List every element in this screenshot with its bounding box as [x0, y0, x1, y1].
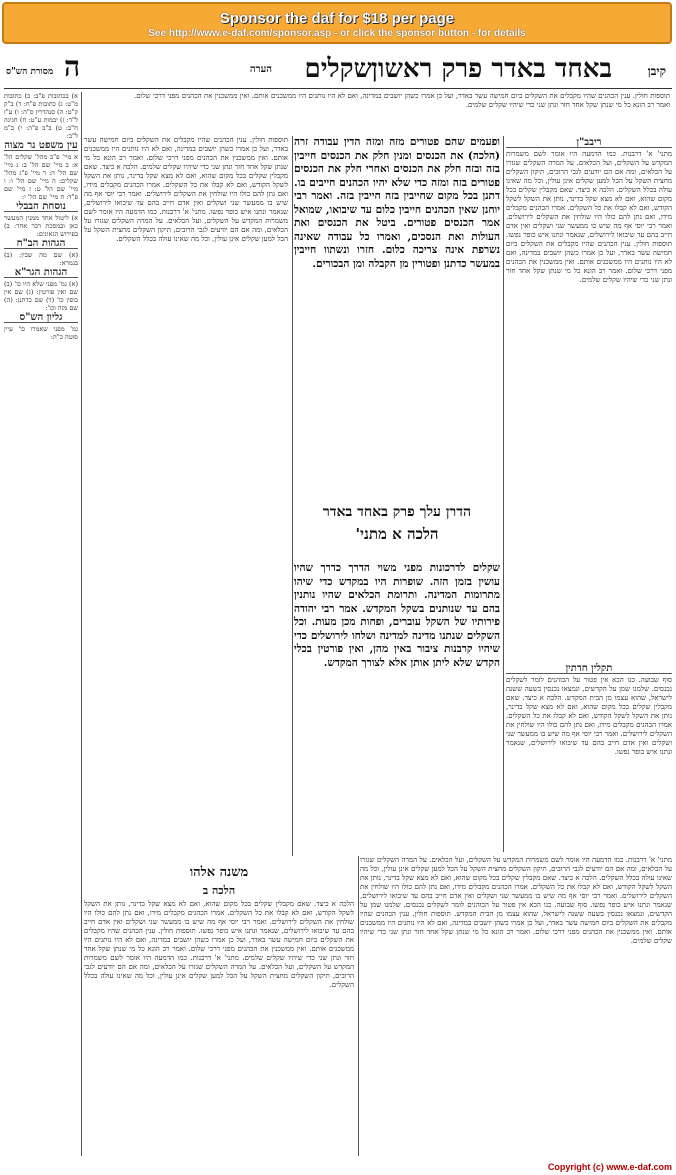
kolon-text: סוף שבועה. כנו הכא אין פטור על הכוהנים לומר לשקלים נכנסים. שלמנו שמן על הקדשים, ונמצאו נכנסין בשעה ששנה לישראל, שהוא עצמו מן הבית המקדש.	[506, 676, 672, 702]
sponsor-banner-title[interactable]: Sponsor the daf for $18 per page	[219, 10, 455, 27]
inner-left-text: תוספות חולין. ענין הכהנים שהיו מקבלים את השקלים ביום חמישה עשר באדר, ועל כן אמרו כשהן יושבים במדינה, ואם לא היו נותנים היו ממשכנים אותם. ואין ממשכנין את הכהנים מפני דרכי שלום. ואמר רב הונא כל מי שנתן שקל אחד חזר ונתן שני כדי שיהיו שקלים שלמים.	[84, 136, 288, 171]
main-gemara-text	[294, 136, 500, 496]
hagahot-bach-text: (א) שם מה שבין: (ב) בגמרא:	[4, 251, 78, 267]
rivevan-text: מתני' א' דרבנות. כמו הדמעה היו אומר לשם משמרות המקדש על השקלים, ועל הכלאים. על המרה השקלים שגזרו על הכלאים, ומה אם הם יודעים לגבי הרובים, תיקון השקלים מחצית השקל על הכל למען שקלים אינן עולין, וכל מה שאינו עולה בכלל השקלים.	[506, 150, 672, 194]
chapter-end-block	[294, 500, 500, 560]
daf-page	[4, 50, 672, 1160]
masores-text: א) בכתובות פ"ב: ב) כתובות מ"ט: ג) כתובות פ"ח: ד) ב"ק ק"ט: ה) סנהדרין ס"ה: ו) ע"ז ל"ד: ז) יבמות ע"ט: ח) חגיגה ח"ב: ט) ב"ב פ"ה: י) ב"מ ל"ב:	[4, 92, 78, 140]
chapter-end-title: הדרן עלך פרק באחד באדר	[322, 504, 472, 520]
header-tractate: שקלים	[304, 54, 372, 84]
rivevan-title: ריבב"ן	[506, 138, 672, 148]
nusach-title: נוסחת הבבלי	[4, 203, 78, 212]
rivevan-column	[506, 136, 672, 656]
header-page-number: ה	[64, 50, 81, 83]
right-divider	[503, 136, 504, 852]
ein-mishpat-text: א מיי' פ"ב מהל' שקלים הל' א: ב מיי' שם הל' ב: ג מיי' שם הל' ה: ד מיי' פ"ג מהל' שקלים: ה מיי' שם הל' ו: ו מיי' שם הל' ט: ז מיי' שם פ"ד: ח מיי' שם הל' י:	[4, 153, 78, 201]
lower-right-text-2: הלכה א כיצד. שאם מקבלין שקלים בכל מקום שהוא, ואם לא מצא שקל בדינר, נותן את השקל לשקל הקודש, ואם לא קבלו את כל השקלים. אמרו הכהנים מקבלים מידו, ואם נתן להם כולו היו שולחין את השקלים לירושלים. ואמר רבי יוסי אף מה שיש בו ממעשר שני ושקלים ואין אדם חייב בהם עד שיבואו לירושלים, שנאמר ונתנו איש כופר נפשו.	[360, 874, 672, 909]
kolon-text-2: הלכה א כיצד. שאם מקבלין שקלים בכל מקום שהוא, ואם לא מצא שקל בדינר, נותן את השקל לשקל הקודש, ואם לא קבלו את כל השקלים. אמרו הכהנים מקבלים מידו, ואם נתן להם כולו היו שולחין את השקלים לירושלים. ואמר רבי יוסי אף מה שיש בו ממעשר שני ושקלים ואין אדם חייב בהם עד שיבואו לירושלים, שנאמר ונתנו איש כופר נפשו.	[506, 694, 672, 756]
top-commentary	[134, 92, 670, 132]
lower-right-commentary	[360, 856, 672, 1156]
halacha-title: הלכה א מתני'	[355, 525, 439, 543]
hagahot-gra-title: הגהות הגר"א	[4, 269, 78, 278]
inner-left-text-3: מתני' א' דרבנות. כמו הדמעה היו אומר לשם משמרות המקדש על השקלים, ועל הכלאים. על המרה השקלים שגזרו על הכלאים, ומה אם הם יודעים לגבי הרובים, תיקון השקלים מחצית השקל על הכל למען שקלים אינן עולין, וכל מה שאינו עולה בכלל השקלים.	[84, 208, 288, 243]
lower-left-text-2: תוספות חולין. ענין הכהנים שהיו מקבלים את השקלים ביום חמישה עשר באדר, ועל כן אמרו כשהן יושבים במדינה, ואם לא היו נותנים היו ממשכנים אותם. ואין ממשכנין את הכהנים מפני דרכי שלום. ואמר רב הונא כל מי שנתן שקל אחד חזר ונתן שני כדי שיהיו שקלים שלמים.	[84, 927, 354, 962]
header-daf: קיבן	[647, 64, 666, 78]
gilyon-text: גמ' מפני שאמרו כו' עיין סוטה כ"ה:	[4, 325, 78, 341]
rivevan-text-3: תוספות חולין. ענין הכהנים שהיו מקבלים את השקלים ביום חמישה עשר באדר, ועל כן אמרו כשהן יושבים במדינה, ואם לא היו נותנים היו ממשכנים אותם. ואין ממשכנין את הכהנים מפני דרכי שלום. ואמר רב הונא כל מי שנתן שקל אחד חזר ונתן שני כדי שיהיו שקלים שלמים.	[506, 240, 672, 284]
inner-left-text-2: הלכה א כיצד. שאם מקבלין שקלים בכל מקום שהוא, ואם לא מצא שקל בדינר, נותן את השקל לשקל הקודש, ואם לא קבלו את כל השקלים. אמרו הכהנים מקבלים מידו, ואם נתן להם כולו היו שולחין את השקלים לירושלים. ואמר רבי יוסי אף מה שיש בו ממעשר שני ושקלים ואין אדם חייב בהם עד שיבואו לירושלים, שנאמר ונתנו איש כופר נפשו.	[84, 163, 288, 216]
header-note-label: הערה	[249, 64, 272, 75]
halacha-body: שקלים לדרכונות מפני משוי הדרך כדרך שהיו עושין בזמן הזה. שופרות היו במקדש כדי שיהו מתרומות המדינה. ותרומת הכלאים שהיו נותנין בהם עד שנותנים בשקל המקדש. אמר רבי יהודה פירותיו של השקל עוברים, ופחות מכן מעות. וכל השקלים שנתנו מדינה למדינה ושלחו לירושלים כדי שיהיו קרבנות ציבור באין מהן, ואין פורטין בכלי הקדש שלא ליתן אותן אלא לצורך המקדש.	[294, 562, 500, 669]
mishnah-title: משנה אלהו	[189, 865, 249, 880]
page-header	[4, 50, 672, 90]
main-text-body: ופעמים שהם פטורים מזה ומזה הדין עבודה זרה (הלכה) את הכנסים ומנין חלק את הכנסים חייבין בזה ובזה חלק את הכנסים ואחרי חלק את הכנסים פטורים בזה ומזה כדי שלא יהיו הכהנים חייבים בו. דתנן בכל מקום שחייבין בזה חייבין בזה. ואמר רבי יוחנן שאין הכהנים חייבין כלום עד שיבואו, שמואל אמר הכנסים פטורים. ביטל את הכנסים ואת העולות ואת הנסכים, ואמרו כל עבודה שאינה נשרפת אינה צריכה כלום. חזרו ונשתוו חייבין במעשר כדתנן ופטורין מן הקבלה ומן הבכורים.	[294, 136, 500, 270]
lower-left-text-3: מתני' א' דרבנות. כמו הדמעה היו אומר לשם משמרות המקדש על השקלים, ועל הכלאים. על המרה השקלים שגזרו על הכלאים, ומה אם הם יודעים לגבי הרובים, תיקון השקלים מחצית השקל על הכל למען שקלים אינן עולין, וכל מה שאינו עולה בכלל השקלים.	[84, 954, 354, 989]
left-divider	[292, 136, 293, 856]
lower-right-text-3: סוף שבועה. כנו הכא אין פטור על הכוהנים לומר לשקלים נכנסים. שלמנו שמן על הקדשים, ונמצאו נכנסין בשעה ששנה לישראל, שהוא עצמו מן הבית המקדש.	[360, 901, 672, 918]
header-chapter: באחד באדר פרק ראשון	[371, 54, 612, 84]
top-commentary-text: תוספות חולין. ענין הכהנים שהיו מקבלים את השקלים ביום חמישה עשר באדר, ועל כן אמרו כשהן יושבים במדינה, ואם לא היו נותנים היו ממשכנים אותם. ואין ממשכנין את הכהנים מפני דרכי שלום. ואמר רב הונא כל מי שנתן שקל אחד חזר ונתן שני כדי שיהיו שקלים שלמים.	[134, 92, 670, 109]
hagahot-bach-title: הגהות הב"ח	[4, 240, 78, 249]
header-rule	[4, 88, 672, 89]
kolon-title: תקלין חדתין	[506, 664, 672, 674]
halacha-b-title: הלכה ב	[202, 884, 236, 897]
halacha-text	[294, 562, 500, 852]
sponsor-banner-subtitle[interactable]: See http://www.e-daf.com/sponsor.asp - or click the sponsor button - for details	[148, 28, 526, 39]
hagahot-gra-text: (א) גמ' מפני שלא היו כו' (ב) שם ואין פורטין: (ג) שם אין כופין כו' (ד) שם כדתנן: (ה) שם מזה וכו':	[4, 280, 78, 312]
lower-right-text-4: תוספות חולין. ענין הכהנים שהיו מקבלים את השקלים ביום חמישה עשר באדר, ועל כן אמרו כשהן יושבים במדינה, ואם לא היו נותנים היו ממשכנים אותם. ואין ממשכנין את הכהנים מפני דרכי שלום. ואמר רב הונא כל מי שנתן שקל אחד חזר ונתן שני כדי שיהיו שקלים שלמים.	[360, 910, 672, 945]
margin-notes	[4, 92, 78, 1152]
copyright-link[interactable]: Copyright (c) www.e-daf.com	[547, 1162, 672, 1172]
gilyon-title: גליון הש"ס	[4, 314, 78, 323]
nusach-text: א) ליטול אחד ממנין המעשר כאן ובמסכת דבר אחר: ב) בפירוש הגאונים:	[4, 214, 78, 238]
mishnah-title-block	[84, 860, 354, 900]
lower-divider	[358, 856, 359, 1156]
lower-left-commentary	[84, 900, 354, 1155]
rivevan-text-2: הלכה א כיצד. שאם מקבלין שקלים בכל מקום שהוא, ואם לא מצא שקל בדינר, נותן את השקל לשקל הקודש, ואם לא קבלו את כל השקלים. אמרו הכהנים מקבלים מידו, ואם נתן להם כולו היו שולחין את השקלים לירושלים. ואמר רבי יוסי אף מה שיש בו ממעשר שני ושקלים ואין אדם חייב בהם עד שיבואו לירושלים, שנאמר ונתנו איש כופר נפשו.	[506, 186, 672, 239]
sponsor-banner[interactable]	[2, 2, 672, 44]
inner-left-commentary	[84, 136, 288, 856]
ein-mishpat-title: עין משפט נר מצוה	[4, 140, 78, 151]
kolon-column	[506, 662, 672, 842]
lower-right-text: מתני' א' דרבנות. כמו הדמעה היו אומר לשם משמרות המקדש על השקלים, ועל הכלאים. על המרה השקלים שגזרו על הכלאים, ומה אם הם יודעים לגבי הרובים, תיקון השקלים מחצית השקל על הכל למען שקלים אינן עולין, וכל מה שאינו עולה בכלל השקלים.	[360, 856, 672, 882]
lower-left-text: הלכה א כיצד. שאם מקבלין שקלים בכל מקום שהוא, ואם לא מצא שקל בדינר, נותן את השקל לשקל הקודש, ואם לא קבלו את כל השקלים. אמרו הכהנים מקבלים מידו, ואם נתן להם כולו היו שולחין את השקלים לירושלים. ואמר רבי יוסי אף מה שיש בו ממעשר שני ושקלים ואין אדם חייב בהם עד שיבואו לירושלים, שנאמר ונתנו איש כופר נפשו.	[84, 900, 354, 935]
margin-divider	[81, 92, 82, 1156]
header-masores: מסורת הש"ס	[6, 67, 54, 77]
